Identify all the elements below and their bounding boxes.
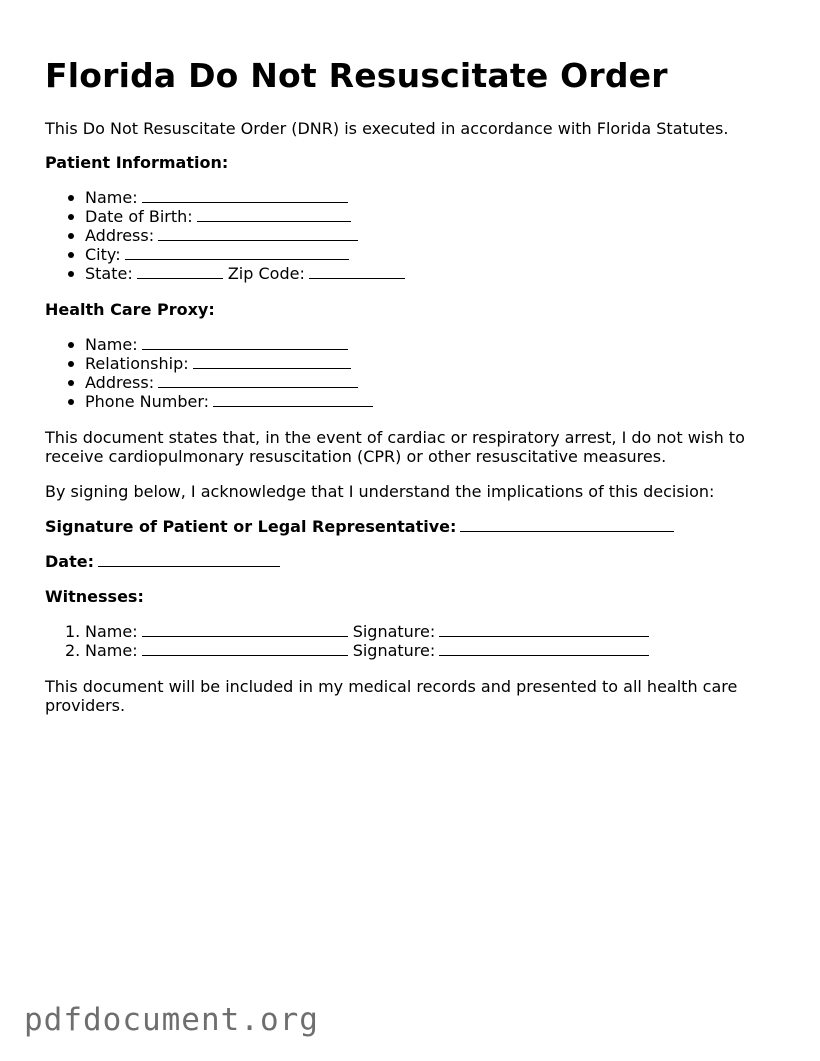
witness-1-signature-label: Signature: — [352, 622, 436, 641]
witness-list — [45, 622, 649, 660]
date-line — [45, 552, 280, 571]
patient-zip-field[interactable] — [309, 264, 405, 279]
patient-city-field[interactable] — [125, 245, 349, 260]
witness-2-name-label: Name: — [85, 641, 138, 660]
proxy-address-label: Address: — [85, 373, 155, 392]
patient-address-item — [45, 226, 405, 245]
witness-2-item — [45, 641, 649, 660]
proxy-name-field[interactable] — [142, 335, 348, 350]
witness-2-number: 2. — [65, 641, 81, 660]
watermark: pdfdocument.org — [24, 1002, 319, 1038]
intro-text: This Do Not Resuscitate Order (DNR) is executed in accordance with Florida Statutes. — [45, 119, 729, 138]
proxy-address-item — [45, 373, 373, 392]
patient-address-label: Address: — [85, 226, 155, 245]
witness-1-item — [45, 622, 649, 641]
patient-zip-label: Zip Code: — [227, 264, 305, 283]
witness-2-signature-label: Signature: — [352, 641, 436, 660]
witness-1-name-label: Name: — [85, 622, 138, 641]
patient-dob-item — [45, 207, 405, 226]
proxy-phone-item — [45, 392, 373, 411]
acknowledge-text: By signing below, I acknowledge that I understand the implications of this decision: — [45, 482, 715, 501]
proxy-relationship-label: Relationship: — [85, 354, 189, 373]
page-title: Florida Do Not Resuscitate Order — [45, 56, 668, 95]
patient-name-item — [45, 188, 405, 207]
patient-dob-label: Date of Birth: — [85, 207, 193, 226]
proxy-name-item — [45, 335, 373, 354]
witness-2-signature-field[interactable] — [439, 641, 649, 656]
witness-1-number: 1. — [65, 622, 81, 641]
signature-label: Signature of Patient or Legal Representative: — [45, 517, 457, 536]
patient-name-label: Name: — [85, 188, 138, 207]
closing-text: This document will be included in my medical records and presented to all health care providers. — [45, 677, 738, 715]
proxy-field-list — [45, 335, 373, 411]
patient-address-field[interactable] — [158, 226, 358, 241]
patient-field-list — [45, 188, 405, 283]
signature-line — [45, 517, 674, 536]
witness-2-name-field[interactable] — [142, 641, 348, 656]
patient-state-zip-item — [45, 264, 405, 283]
date-field[interactable] — [98, 552, 280, 567]
patient-city-label: City: — [85, 245, 121, 264]
proxy-relationship-field[interactable] — [193, 354, 351, 369]
witness-1-signature-field[interactable] — [439, 622, 649, 637]
proxy-address-field[interactable] — [158, 373, 358, 388]
patient-name-field[interactable] — [142, 188, 348, 203]
proxy-name-label: Name: — [85, 335, 138, 354]
date-label: Date: — [45, 552, 94, 571]
statement-text: This document states that, in the event of cardiac or respiratory arrest, I do not wish to receive cardiopulmonary resuscitation (CPR) or other resuscitative measures. — [45, 428, 745, 466]
witness-1-name-field[interactable] — [142, 622, 348, 637]
patient-heading: Patient Information: — [45, 153, 229, 172]
signature-field[interactable] — [460, 517, 674, 532]
proxy-phone-label: Phone Number: — [85, 392, 210, 411]
proxy-relationship-item — [45, 354, 373, 373]
witnesses-heading: Witnesses: — [45, 587, 144, 606]
patient-dob-field[interactable] — [197, 207, 351, 222]
patient-state-label: State: — [85, 264, 133, 283]
patient-state-field[interactable] — [137, 264, 223, 279]
patient-city-item — [45, 245, 405, 264]
proxy-heading: Health Care Proxy: — [45, 300, 215, 319]
proxy-phone-field[interactable] — [213, 392, 373, 407]
